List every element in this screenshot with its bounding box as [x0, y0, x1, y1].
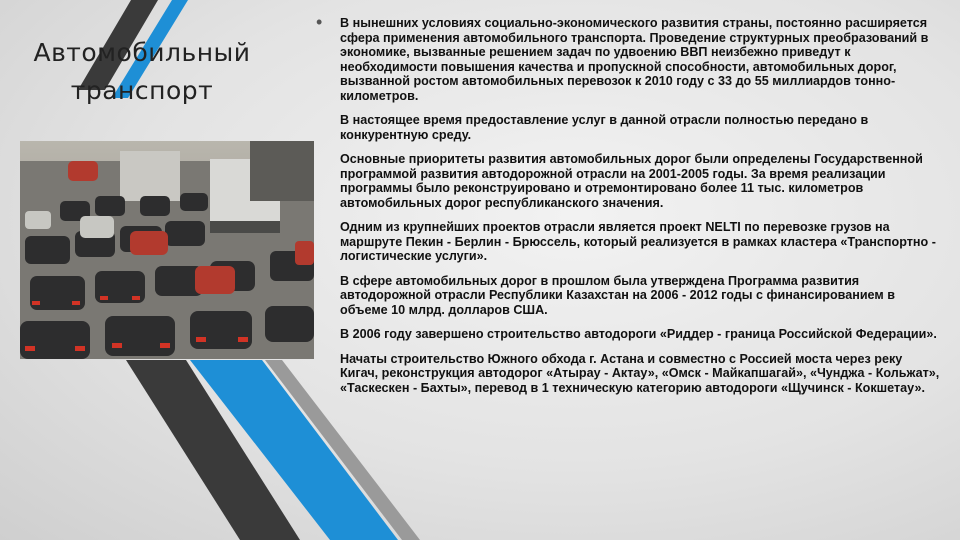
bullet-marker: •	[316, 12, 323, 32]
paragraph: Основные приоритеты развития автомобильных дорог были определены Государственной программой развития автодорожной отрасли на 2001-2005 годы. За время реализации программы было реконструировано и отремонтировано более 11 тыс. километров автомобильных дорог республиканского значения.	[340, 152, 923, 210]
paragraph: Начаты строительство Южного обхода г. Астана и совместно с Россией моста через реку Кигач, реконструкция автодорог «Атырау - Актау», «Омск - Майкапшагай», «Чунджа - Кольжат», «Таскескен - Бахты», перевод в 1 техническую категорию автодороги «Щучинск - Кокшетау».	[340, 351, 940, 395]
slide-title: Автомобильный транспорт	[33, 38, 251, 105]
slide-body	[340, 16, 940, 405]
paragraph: Одним из крупнейших проектов отрасли является проект NELTI по перевозке грузов на маршруте Пекин - Берлин - Брюссель, который реализуется в рамках кластера «Транспортно - логистические услуги».	[340, 220, 936, 263]
paragraph: В настоящее время предоставление услуг в данной отрасли полностью передано в конкурентную среду.	[340, 113, 869, 142]
traffic-photo	[20, 141, 314, 359]
paragraph: В сфере автомобильных дорог в прошлом была утверждена Программа развития автодорожной отрасли Республики Казахстан на 2006 - 2012 годы с финансированием в объеме 10 млрд. долларов США.	[340, 273, 895, 317]
paragraph: В нынешних условиях социально-экономического развития страны, постоянно расширяется сфера применения автомобильного транспорта. Проведение структурных преобразований в экономике, вызванные решением задач по удвоению ВВП неизбежно приведут к необходимости повышения качества и пропускной способности, автомобильных дорог, вызванной ростом автомобильных перевозок к 2010 году с 33 до 55 миллиардов тонно-километров.	[340, 16, 929, 103]
paragraph: В 2006 году завершено строительство автодороги «Риддер - граница Российской Федерации».	[340, 327, 937, 341]
